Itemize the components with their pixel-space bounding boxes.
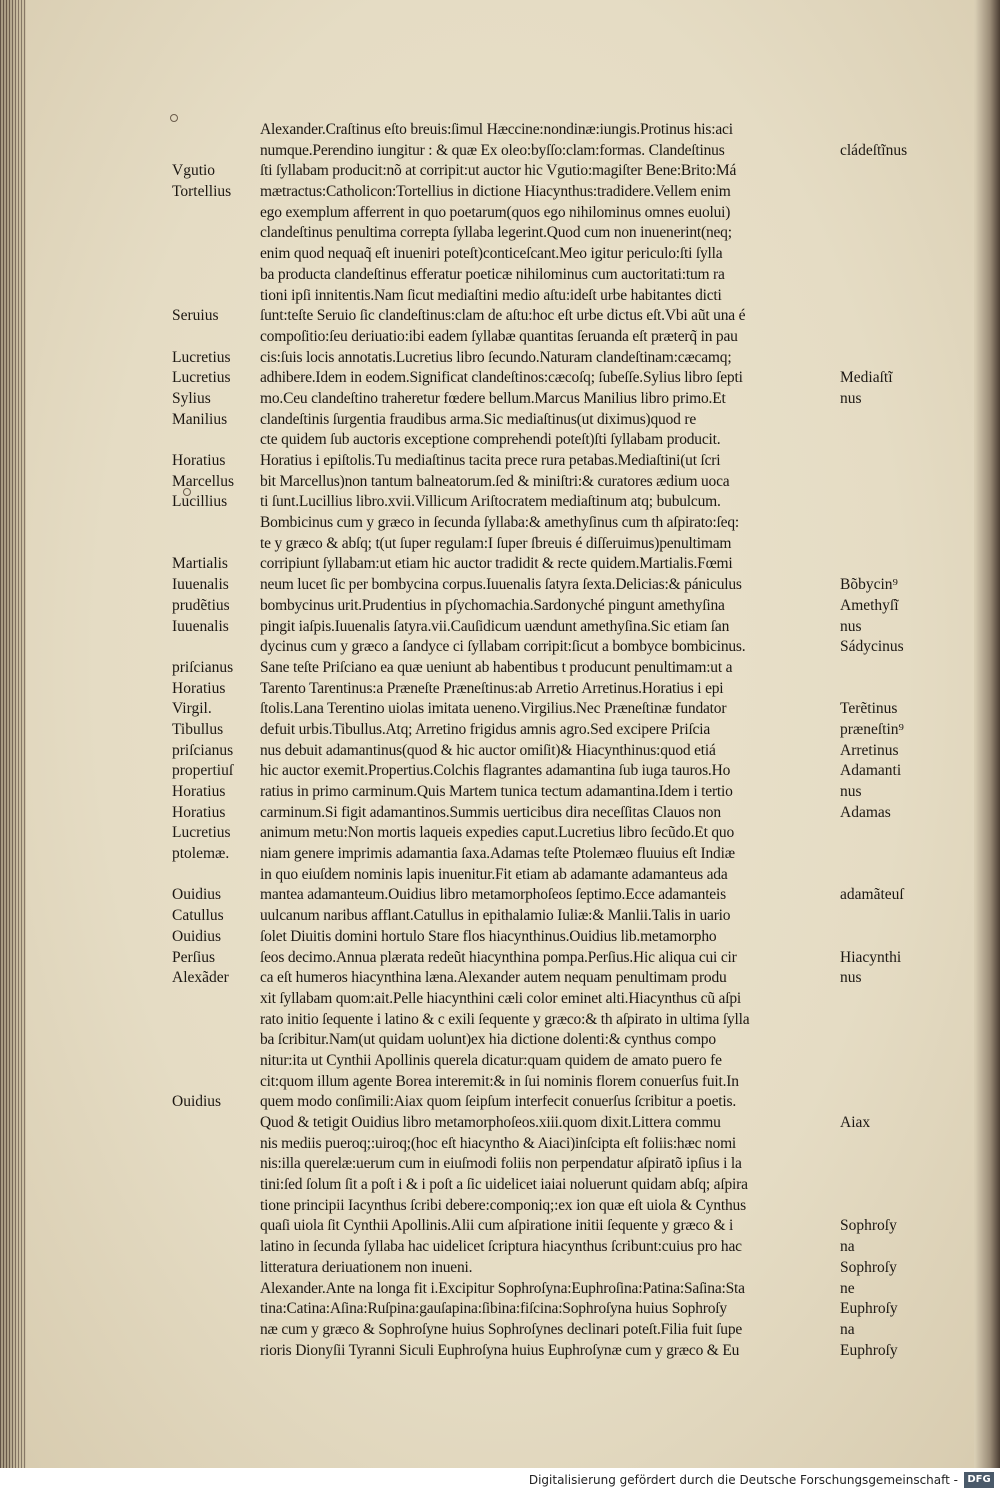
margin-spacer xyxy=(172,1010,262,1031)
footer-bar xyxy=(0,1468,1000,1493)
margin-note: priſcianus xyxy=(172,741,234,759)
margin-spacer xyxy=(840,327,960,348)
margin-note: Catullus xyxy=(172,907,224,925)
margin-spacer xyxy=(840,679,960,700)
margin-note: propertiuſ xyxy=(172,762,234,780)
margin-spacer xyxy=(172,1154,262,1175)
text-line: ſtolis.Lana Terentino uiolas imitata ueneno.Virgilius.Nec Præneſtinæ fundator xyxy=(260,700,727,718)
text-line: Alexander.Craſtinus eſto breuis:ſimul Hæccine:nondinæ:iungis.Protinus his:aci xyxy=(260,121,733,138)
margin-spacer xyxy=(840,472,960,493)
text-line: ſolet Diuitis domini hortulo Stare flos hiacynthinus.Ouidius lib.metamorpho xyxy=(260,927,717,945)
text-line: manteа adamanteum.Ouidius libro metamorphoſeos ſeptimo.Ecce adamanteis xyxy=(260,886,726,904)
margin-note: Alexãder xyxy=(172,969,229,987)
margin-spacer xyxy=(172,1320,262,1341)
text-line: mo.Ceu clandeſtino traheretur fœdere bellum.Marcus Manilius libro primo.Et xyxy=(260,389,726,407)
margin-spacer xyxy=(172,1279,262,1300)
margin-note: Lucretius xyxy=(172,824,231,842)
text-line: ba ſcribitur.Nam(ut quidam uolunt)ex hia dictione dolenti:& cynthus compo xyxy=(260,1031,716,1049)
margin-note: Virgil. xyxy=(172,700,212,718)
margin-spacer xyxy=(840,492,960,513)
text-line: corripiunt ſyllabam:ut etiam hic auctor tradidit & recte quidem.Martialis.Fœmi xyxy=(260,555,733,573)
footer-credit: Digitalisierung gefördert durch die Deutsche Forschungsgemeinschaft - xyxy=(528,1473,958,1487)
text-line: cte quidem ſub auctoris exceptione comprehendi poteſt)ſti ſyllabam producit. xyxy=(260,431,721,449)
margin-note: adamãteuſ xyxy=(840,886,904,904)
margin-note: Lucretius xyxy=(172,369,231,387)
margin-note: Perſius xyxy=(172,948,216,966)
margin-spacer xyxy=(172,1113,262,1134)
margin-spacer xyxy=(172,120,262,141)
margin-spacer xyxy=(172,989,262,1010)
text-line: carminum.Si figit adamantinos.Summis uerticibus dira neceſſitas Clauos non xyxy=(260,803,721,821)
margin-note: priſcianus xyxy=(172,658,234,676)
margin-note: Sophroſy xyxy=(840,1217,897,1235)
margin-note: Manilius xyxy=(172,410,228,428)
margin-spacer xyxy=(840,265,960,286)
margin-spacer xyxy=(840,182,960,203)
text-line: quem modo conſimili:Aiax quom ſeipſum interfecit conuerſus ſcribitur a poetis. xyxy=(260,1093,736,1111)
margin-spacer xyxy=(840,410,960,431)
text-line: ratius in primo carminum.Quis Martem tunica tectum adamantina.Idem i tertio xyxy=(260,783,733,800)
text-line: uulcanum naribus afflant.Catullus in epithalamio Iuliæ:& Manlii.Talis in uario xyxy=(260,907,731,925)
margin-note: Martialis xyxy=(172,555,228,573)
margin-note: nus xyxy=(840,969,862,987)
margin-spacer xyxy=(840,348,960,369)
margin-note: Ouidius xyxy=(172,886,222,904)
margin-note: Adamas xyxy=(840,803,891,821)
margin-spacer xyxy=(840,1134,960,1155)
margin-spacer xyxy=(172,1237,262,1258)
text-line: neum lucet ſic per bombycina corpus.Iuuenalis ſatyra ſexta.Delicias:& pániculus xyxy=(260,576,742,594)
margin-note: Iuuenalis xyxy=(172,617,229,635)
text-line: Sane teſte Priſciano ea quæ ueniunt ab habentibus t producunt penultimam:ut a xyxy=(260,658,733,676)
margin-note: Horatius xyxy=(172,452,226,469)
text-line: mætractus:Catholicon:Tortellius in dictione Hiacynthus:tradidere.Vellem enim xyxy=(260,183,731,201)
text-line: Alexander.Ante na longa fit i.Excipitur Sophroſyna:Euphroſina:Patina:Saſina:Sta xyxy=(260,1279,745,1297)
text-line: xit ſyllabam quom:ait.Pelle hiacynthini cæli color eminet alti.Hiacynthus cũ aſpi xyxy=(260,989,741,1007)
text-line: rioris Dionyſii Tyranni Siculi Euphroſyna huius Euphroſynæ cum y græco & Eu xyxy=(260,1341,740,1359)
text-line: ca eſt humeros hiacynthina læna.Alexander autem nequam penultimam produ xyxy=(260,969,727,987)
margin-note: Terẽtinus xyxy=(840,700,898,718)
margin-note: Sophroſy xyxy=(840,1258,897,1276)
text-line: numque.Perendino iungitur : & quæ Ex oleo:byſſo:clam:formas. Clandeſtinus xyxy=(260,141,725,159)
text-line: ſti ſyllabam producit:nõ at corripit:ut auctor hic Vgutio:magiſter Bene:Brito:Má xyxy=(260,162,737,180)
text-line: bombycinus urit.Prudentius in pſychomachia.Sardonyché pingunt amethyſina xyxy=(260,596,725,614)
margin-spacer xyxy=(172,265,262,286)
margin-note: nus xyxy=(840,617,862,635)
margin-spacer xyxy=(840,1010,960,1031)
text-line: tione principii Iacynthus ſcribi debere:componiq;:ex ion quæ eſt uiola & Cynthus xyxy=(260,1196,746,1214)
text-line: nus debuit adamantinus(quod & hic auctor omiſit)& Hiacynthinus:quod etiá xyxy=(260,741,716,759)
margin-note: Seruius xyxy=(172,307,219,325)
margin-spacer xyxy=(840,1196,960,1217)
margin-spacer xyxy=(840,658,960,679)
text-line: bit Marcellus)non tantum balneatorum.ſed & miniſtri:& curatores ædium uoca xyxy=(260,472,730,490)
text-line: nis mediis pueroq;:uiroq;(hoc eſt hiacyntho & Aiaci)inſcipta eſt foliis:hæc nomi xyxy=(260,1134,737,1152)
left-margin-notes xyxy=(172,120,262,1361)
margin-spacer xyxy=(840,1154,960,1175)
text-line: cis:ſuis locis annotatis.Lucretius libro ſecundo.Naturam clandeſtinam:cæcamq; xyxy=(260,348,732,366)
margin-note: Hiacynthi xyxy=(840,948,902,966)
text-line: cit:quom illum agente Borea interemit:& in ſui nominis florem conuerſus fuit.In xyxy=(260,1072,739,1090)
text-line: ba producta clandeſtinus efferatur poeticæ nihilominus cum auctoritati:tum ra xyxy=(260,265,725,283)
text-line: Quod & tetigit Ouidius libro metamorphoſeos.xiii.quom dixit.Littera commu xyxy=(260,1114,721,1131)
text-line: hic auctor exemit.Propertius.Colchis flagrantes adamantina ſub iuga tauros.Ho xyxy=(260,762,731,780)
text-line: clandeſtinis ſurgentia fraudibus arma.Sic mediaſtinus(ut diximus)quod re xyxy=(260,410,697,428)
margin-spacer xyxy=(172,1072,262,1093)
text-line: rato initio ſequente i latino & c exili ſequente y græco:& th aſpirato in ultima ſylla xyxy=(260,1010,750,1028)
margin-spacer xyxy=(840,120,960,141)
margin-note: Tibullus xyxy=(172,720,224,738)
margin-spacer xyxy=(172,1134,262,1155)
margin-spacer xyxy=(840,161,960,182)
margin-note: Aiax xyxy=(840,1114,871,1131)
margin-note: Euphroſy xyxy=(840,1341,898,1359)
margin-spacer xyxy=(840,844,960,865)
text-line: Horatius i epiſtolis.Tu mediaſtinus tacita prece rura petabas.Mediaſtini(ut ſcri xyxy=(260,452,721,469)
margin-spacer xyxy=(840,430,960,451)
margin-spacer xyxy=(840,1175,960,1196)
text-line: dycinus cum y græco a ſandyce ci ſyllabam corripit:ſicut a bombyce bombicinus. xyxy=(260,638,746,656)
text-line: næ cum y græco & Sophroſyne huius Sophroſynes declinari poteſt.Filia fuit ſupe xyxy=(260,1320,743,1338)
margin-note: Iuuenalis xyxy=(172,576,229,594)
margin-spacer xyxy=(840,865,960,886)
text-line: compoſitio:ſeu deriuatio:ibi eadem ſyllabæ quantitas ſeruanda eſt præterq̃ in pau xyxy=(260,327,738,345)
dfg-logo: DFG xyxy=(964,1472,994,1488)
text-line: ſeos decimo.Annua plærata redeũt hiacynthina pompa.Perſius.Hic aliqua cui cir xyxy=(260,948,737,966)
margin-note: na xyxy=(840,1320,855,1338)
margin-spacer xyxy=(840,451,960,472)
margin-spacer xyxy=(840,1030,960,1051)
margin-spacer xyxy=(840,223,960,244)
margin-spacer xyxy=(172,1175,262,1196)
text-line: ſunt:teſte Seruio ſic clandeſtinus:clam de aſtu:hoc eſt urbe dictus eſt.Vbi aũt una é xyxy=(260,307,746,325)
margin-note: Horatius xyxy=(172,783,226,800)
text-line: ti ſunt.Lucillius libro.xvii.Villicum Ariſtocratem mediaſtinum atq; bubulcum. xyxy=(260,493,721,511)
margin-spacer xyxy=(840,513,960,534)
right-margin-notes xyxy=(840,120,960,1361)
margin-spacer xyxy=(172,430,262,451)
margin-spacer xyxy=(172,534,262,555)
margin-spacer xyxy=(172,637,262,658)
margin-spacer xyxy=(172,1216,262,1237)
margin-note: cládeſtĩnus xyxy=(840,141,908,159)
text-line: latino in ſecunda ſyllaba hac uidelicet ſcriptura hiacynthus ſcribunt:cuius pro hac xyxy=(260,1238,742,1256)
margin-note: nus xyxy=(840,389,862,407)
text-line: tina:Catina:Aſina:Ruſpina:gauſapina:ſibina:fiſcina:Sophroſyna huius Sophroſy xyxy=(260,1300,727,1318)
margin-note: Mediaſtĩ xyxy=(840,369,893,387)
margin-spacer xyxy=(172,286,262,307)
text-line: nitur:ita ut Cynthii Apollinis querela dicatur:quam quidem de amato puero fe xyxy=(260,1051,722,1069)
margin-spacer xyxy=(840,244,960,265)
margin-note: prudẽtius xyxy=(172,596,230,614)
margin-spacer xyxy=(172,1258,262,1279)
margin-spacer xyxy=(172,141,262,162)
margin-spacer xyxy=(840,286,960,307)
text-line: pingit iaſpis.Iuuenalis ſatyra.vii.Cauſidicum uændunt amethyſina.Sic etiam ſan xyxy=(260,617,730,635)
margin-note: Ouidius xyxy=(172,1093,222,1111)
text-line: litteratura deriuationem non inueni. xyxy=(260,1258,473,1276)
margin-note: Sádycinus xyxy=(840,638,904,656)
margin-note: ne xyxy=(840,1279,855,1297)
text-line: niam genere imprimis adamantia ſaxa.Adamas teſte Ptolemæo fluuius eſt Indiæ xyxy=(260,845,735,863)
text-line: defuit urbis.Tibullus.Atq; Arretino frigidus amnis agro.Sed excipere Priſcia xyxy=(260,720,711,738)
margin-note: Tortellius xyxy=(172,183,232,201)
text-line: in quo eiuſdem nominis lapis inuenitur.Fit etiam ab adamante adamanteus ada xyxy=(260,865,728,883)
text-line: tioni ipſi innitentis.Nam ſicut mediaſtini medio aſtu:ideſt urbe habitantes dicti xyxy=(260,286,722,304)
text-line: nis:illa querelæ:uerum cum in eiuſmodi foliis non perpendatur aſpiratõ ipſius i la xyxy=(260,1155,742,1173)
margin-spacer xyxy=(840,927,960,948)
margin-note: Amethyſĩ xyxy=(840,596,899,614)
margin-spacer xyxy=(172,327,262,348)
margin-note: Sylius xyxy=(172,389,211,407)
margin-note: na xyxy=(840,1238,855,1256)
margin-spacer xyxy=(840,1051,960,1072)
margin-note: Lucillius xyxy=(172,493,228,511)
margin-spacer xyxy=(172,223,262,244)
text-line: clandeſtinus penultima correpta ſyllaba legerint.Quod cum non inuenerint(neq; xyxy=(260,224,732,242)
margin-note: Horatius xyxy=(172,679,226,697)
text-line: adhibere.Idem in eodem.Significat clandeſtinos:cæcoſq; ſubeſſe.Sylius libro ſepti xyxy=(260,369,743,387)
text-line: quaſi uiola ſit Cynthii Apollinis.Alii cum aſpiratione initii ſequente y græco & i xyxy=(260,1217,734,1235)
margin-note: Marcellus xyxy=(172,472,234,490)
page-edge xyxy=(0,0,26,1468)
margin-spacer xyxy=(840,1072,960,1093)
margin-spacer xyxy=(840,306,960,327)
margin-spacer xyxy=(172,244,262,265)
margin-spacer xyxy=(840,823,960,844)
margin-spacer xyxy=(840,906,960,927)
margin-spacer xyxy=(172,1030,262,1051)
margin-spacer xyxy=(172,1341,262,1362)
margin-note: Horatius xyxy=(172,803,226,821)
text-line: animum metu:Non mortis laqueis expedies caput.Lucretius libro ſecũdo.Et quo xyxy=(260,824,734,842)
margin-spacer xyxy=(172,513,262,534)
margin-note: Bõbycin⁹ xyxy=(840,576,898,594)
text-line: enim quod nequaq̃ eſt inueniri poteſt)conticeſcant.Meo igitur periculo:ſti ſylla xyxy=(260,245,723,263)
margin-spacer xyxy=(172,203,262,224)
text-line: Tarento Tarentinus:a Præneſte Præneſtinus:ab Arretio Arretinus.Horatius i epi xyxy=(260,679,724,697)
margin-spacer xyxy=(840,534,960,555)
text-line: te y græco & abſq; t(ut ſuper regulam:I ſuper ſbreuis é diſſeruimus)penultimam xyxy=(260,534,732,552)
margin-note: ptolemæ. xyxy=(172,845,230,863)
text-line: Bombicinus cum y græco in ſecunda ſyllaba:& amethyſinus cum th aſpirato:ſeq: xyxy=(260,514,739,532)
margin-note: præneſtin⁹ xyxy=(840,720,904,738)
margin-spacer xyxy=(172,1196,262,1217)
margin-note: Ouidius xyxy=(172,927,222,945)
margin-note: Adamanti xyxy=(840,762,902,780)
margin-spacer xyxy=(840,989,960,1010)
margin-note: Vgutio xyxy=(172,162,216,180)
text-line: ego exemplum afferrent in quo poetarum(quos ego nihilominus omnes euolui) xyxy=(260,203,731,221)
margin-spacer xyxy=(172,865,262,886)
margin-spacer xyxy=(840,1092,960,1113)
margin-spacer xyxy=(840,203,960,224)
main-text-block xyxy=(260,120,835,1361)
text-line: tini:ſed ſolum ſit a poſt i & i poſt a ſic uidelicet iaiai noluerunt quidam abſq; aſpira xyxy=(260,1176,748,1194)
margin-note: Arretinus xyxy=(840,741,899,759)
margin-spacer xyxy=(840,554,960,575)
margin-note: nus xyxy=(840,783,862,800)
margin-spacer xyxy=(172,1299,262,1320)
margin-note: Euphroſy xyxy=(840,1300,898,1318)
margin-spacer xyxy=(172,1051,262,1072)
margin-note: Lucretius xyxy=(172,348,231,366)
